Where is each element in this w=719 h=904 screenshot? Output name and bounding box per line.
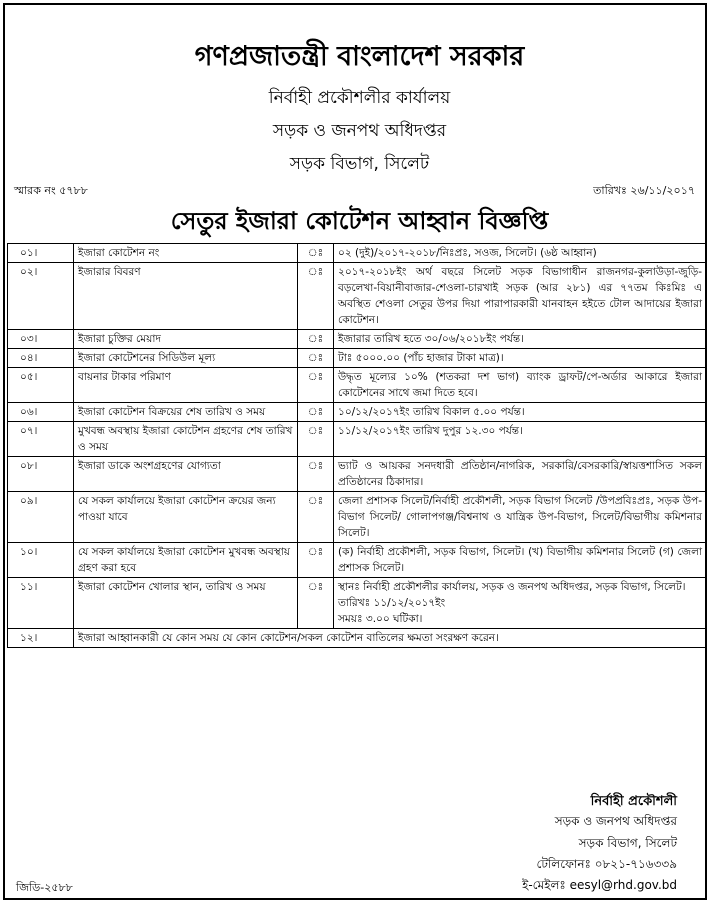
row-number: ১১।	[8, 578, 74, 629]
row-separator: ঃ	[298, 368, 334, 403]
table-row	[8, 543, 707, 578]
row-value: ইজারার তারিখ হতে ৩০/০৬/২০১৮ইং পর্যন্ত।	[334, 330, 707, 349]
row-label: ইজারা ডাকে অংশগ্রহণের যোগ্যতা	[74, 457, 298, 492]
signature-title: নির্বাহী প্রকৌশলী	[590, 794, 677, 809]
table-row	[8, 422, 707, 457]
table-row	[8, 349, 707, 368]
table-row	[8, 244, 707, 263]
row-label: যে সকল কার্যালয়ে ইজারা কোটেশন মুখবন্ধ অবস্থায় গ্রহণ করা হবে	[74, 543, 298, 578]
table-row	[8, 263, 707, 330]
row-separator: ঃ	[298, 492, 334, 543]
row-label: ইজারা চুক্তির মেয়াদ	[74, 330, 298, 349]
row-number: ০৯।	[8, 492, 74, 543]
row-label: ইজারা কোটেশন বিক্রয়ের শেষ তারিখ ও সময়	[74, 403, 298, 422]
row-separator: ঃ	[298, 457, 334, 492]
signature-department: সড়ক ও জনপথ অধিদপ্তর	[554, 814, 677, 828]
row-number: ০৩।	[8, 330, 74, 349]
signature-email: ই-মেইলঃ eesyl@rhd.gov.bd	[522, 878, 677, 892]
row-value: ভ্যাট ও আয়কর সনদধারী প্রতিষ্ঠান/নাগরিক, সরকারি/বেসরকারি/স্বায়ত্তশাসিত সকল প্রতিষ্ঠানের ঠিকাদার।	[334, 457, 707, 492]
row-label: বায়নার টাকার পরিমাণ	[74, 368, 298, 403]
row-value: স্থানঃ নির্বাহী প্রকৌশলীর কার্যালয়, সড়ক ও জনপথ অধিদপ্তর, সড়ক বিভাগ, সিলেট। তারিখঃ ১১/১২/২০১৭ইং সময়ঃ ৩.০০ ঘটিকা।	[334, 578, 707, 629]
row-number: ১০।	[8, 543, 74, 578]
row-number: ০৪।	[8, 349, 74, 368]
department-heading: সড়ক ও জনপথ অধিদপ্তর	[272, 121, 447, 141]
row-separator: ঃ	[298, 578, 334, 629]
row-value: উদ্ধৃত মূল্যের ১০% (শতকরা দশ ভাগ) ব্যাংক ড্রাফট/পে-অর্ডার আকারে ইজারা কোটেশনের সাথে জমা দিতে হবে।	[334, 368, 707, 403]
government-heading: গণপ্রজাতন্ত্রী বাংলাদেশ সরকার	[194, 41, 525, 72]
row-separator: ঃ	[298, 330, 334, 349]
division-heading: সড়ক বিভাগ, সিলেট	[289, 154, 430, 174]
quotation-table	[7, 243, 707, 648]
row-value: ২০১৭-২০১৮ইং অর্থ বছরে সিলেট সড়ক বিভাগাধীন রাজনগর-কুলাউড়া-জুড়ি-বড়লেখা-বিয়ানীবাজার-শেওলা-চারখাই সড়ক (আর ২৮১) এর ৭৭তম কিঃমিঃ এ অবস্থিত শেওলা সেতুর উপর দিয়া পারাপারকারী যানবাহন হইতে টোল আদায়ের ইজারা কোটেশন।	[334, 263, 707, 330]
row-label: ইজারা কোটেশনের সিডিউল মূল্য	[74, 349, 298, 368]
row-separator: ঃ	[298, 403, 334, 422]
row-value: ১০/১২/২০১৭ইং তারিখ বিকাল ৫.০০ পর্যন্ত।	[334, 403, 707, 422]
table-row	[8, 403, 707, 422]
table-row	[8, 330, 707, 349]
row-number: ০১।	[8, 244, 74, 263]
table-row	[8, 578, 707, 629]
row-number: ০৫।	[8, 368, 74, 403]
table-row	[8, 368, 707, 403]
row-reservation-text: ইজারা আহ্বানকারী যে কোন সময় যে কোন কোটেশন/সকল কোটেশন বাতিলের ক্ষমতা সংরক্ষণ করেন।	[74, 629, 707, 648]
table-row-last	[8, 629, 707, 648]
table-row	[8, 492, 707, 543]
row-number: ০৬।	[8, 403, 74, 422]
office-heading: নির্বাহী প্রকৌশলীর কার্যালয়	[268, 88, 451, 108]
row-number: ১২।	[8, 629, 74, 648]
row-value: ১১/১২/২০১৭ইং তারিখ দুপুর ১২.৩০ পর্যন্ত।	[334, 422, 707, 457]
signature-phone: টেলিফোনঃ ০৮২১-৭১৬৩৩৯	[536, 857, 677, 871]
row-separator: ঃ	[298, 244, 334, 263]
row-value: ০২ (দুই)/২০১৭-২০১৮/নিঃপ্রঃ, সওজ, সিলেট। (৬ষ্ঠ আহ্বান)	[334, 244, 707, 263]
table-row	[8, 457, 707, 492]
signature-division: সড়ক বিভাগ, সিলেট	[578, 836, 677, 850]
row-label: যে সকল কার্যালয়ে ইজারা কোটেশন ক্রয়ের জন্য পাওয়া যাবে	[74, 492, 298, 543]
row-number: ০৮।	[8, 457, 74, 492]
row-number: ০২।	[8, 263, 74, 330]
row-separator: ঃ	[298, 543, 334, 578]
row-number: ০৭।	[8, 422, 74, 457]
row-value: টাঃ ৫০০০.০০ (পাঁচ হাজার টাকা মাত্র)।	[334, 349, 707, 368]
row-value: (ক) নির্বাহী প্রকৌশলী, সড়ক বিভাগ, সিলেট। (খ) বিভাগীয় কমিশনার সিলেট (গ) জেলা প্রশাসক সিলেট।	[334, 543, 707, 578]
notice-date: তারিখঃ ২৬/১১/২০১৭	[593, 184, 695, 197]
row-label: ইজারা কোটেশন খোলার স্থান, তারিখ ও সময়	[74, 578, 298, 629]
row-separator: ঃ	[298, 349, 334, 368]
row-label: ইজারার বিবরণ	[74, 263, 298, 330]
row-value: জেলা প্রশাসক সিলেট/নির্বাহী প্রকৌশলী, সড়ক বিভাগ সিলেট /উপপ্রবিঃপ্রঃ, সড়ক উপ-বিভাগ সিলেট/ গোলাপগঞ্জ/বিশ্বনাথ ও যান্ত্রিক উপ-বিভাগ, সিলেট/বিভাগীয় কমিশনার সিলেট।	[334, 492, 707, 543]
notice-title: সেতুর ইজারা কোটেশন আহ্বান বিজ্ঞপ্তি	[170, 207, 549, 235]
row-label: মুখবন্ধ অবস্থায় ইজারা কোটেশন গ্রহণের শেষ তারিখ ও সময়	[74, 422, 298, 457]
row-label: ইজারা কোটেশন নং	[74, 244, 298, 263]
reference-code: জিডি-২৫৮৮	[16, 881, 73, 894]
memo-number: স্মারক নং ৫৭৮৮	[14, 184, 88, 197]
row-separator: ঃ	[298, 422, 334, 457]
row-separator: ঃ	[298, 263, 334, 330]
